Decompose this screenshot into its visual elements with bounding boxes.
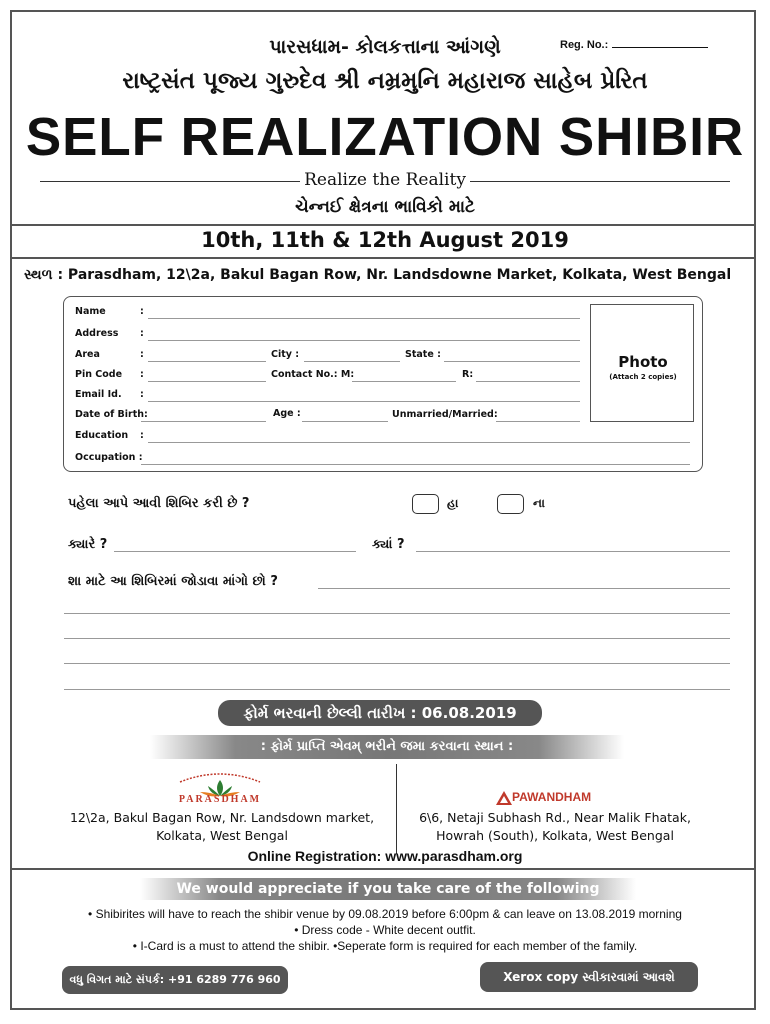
- pawandham-logo-text: PAWANDHAM: [512, 790, 592, 804]
- note-icard: • I-Card is a must to attend the shibir. •Seperate form is required for each member of the family.: [132, 939, 638, 953]
- area-field[interactable]: [148, 361, 266, 362]
- xerox-badge: Xerox copy સ્વીકારવામાં આવશે: [480, 962, 698, 992]
- online-registration-link[interactable]: Online Registration: www.parasdham.org: [247, 848, 523, 864]
- parasdham-address-line2: Kolkata, West Bengal: [156, 828, 288, 843]
- age-field[interactable]: [302, 421, 388, 422]
- state-field[interactable]: [444, 361, 580, 362]
- yes-checkbox[interactable]: [412, 494, 439, 514]
- gujarati-heading: પારસધામ- કોલકત્તાના આંગણે: [269, 36, 501, 58]
- when-field[interactable]: [114, 551, 356, 552]
- colon: :: [140, 369, 144, 380]
- parasdham-address: [66, 809, 378, 845]
- tagline: [0, 170, 770, 190]
- reg-no-label: Reg. No.:: [560, 39, 609, 51]
- contact-residence-field[interactable]: [476, 381, 580, 382]
- where-field[interactable]: [416, 551, 730, 552]
- answer-line[interactable]: [64, 613, 730, 614]
- pawandham-address-line2: Howrah (South), Kolkata, West Bengal: [436, 828, 674, 843]
- occupation-field[interactable]: [141, 464, 690, 465]
- venue: સ્થળ : Parasdham, 12\2a, Bakul Bagan Row, Nr. Landsdowne Market, Kolkata, West Bengal: [24, 267, 732, 283]
- answer-line[interactable]: [64, 663, 730, 664]
- name-label: Name: [75, 306, 106, 317]
- no-checkbox[interactable]: [497, 494, 524, 514]
- occupation-label: Occupation :: [75, 452, 143, 463]
- dob-label: Date of Birth:: [75, 409, 148, 420]
- page-title: SELF REALIZATION SHIBIR: [25, 107, 745, 167]
- previous-shibir-question: પહેલા આપે આવી શિબિર કરી છે ?: [68, 496, 250, 511]
- reg-no-field[interactable]: [560, 38, 708, 51]
- answer-line[interactable]: [64, 638, 730, 639]
- where-label: ક્યાં ?: [372, 537, 405, 552]
- reg-no-blank[interactable]: [612, 38, 708, 48]
- colon: :: [140, 306, 144, 317]
- contact-r-label: R:: [462, 369, 474, 380]
- dob-field[interactable]: [141, 421, 266, 422]
- when-label: ક્યારે ?: [68, 537, 108, 552]
- contact-mobile-field[interactable]: [352, 381, 456, 382]
- note-reach-venue: • Shibirites will have to reach the shibir venue by 09.08.2019 before 6:00pm & can leave on 13.08.2019 morning: [88, 907, 682, 921]
- colon: :: [140, 328, 144, 339]
- state-label: State :: [405, 349, 441, 360]
- divider: [10, 868, 756, 870]
- photo-box: [590, 304, 694, 422]
- name-field[interactable]: [148, 318, 580, 319]
- audience-line: ચેન્નઈ ક્ષેત્રના ભાવિકો માટે: [295, 197, 475, 217]
- parasdham-address-line1: 12\2a, Bakul Bagan Row, Nr. Landsdown market,: [69, 810, 375, 825]
- why-join-question: શા માટે આ શિબિરમાં જોડાવા માંગો છો ?: [68, 574, 278, 589]
- triangle-icon: [496, 791, 512, 805]
- event-dates: 10th, 11th & 12th August 2019: [201, 228, 569, 252]
- yes-label: હા: [447, 496, 459, 510]
- address-label: Address: [75, 328, 119, 339]
- colon: :: [140, 430, 144, 441]
- no-label: ના: [533, 496, 545, 510]
- address-field[interactable]: [148, 340, 580, 341]
- pawandham-address: [408, 809, 702, 845]
- contact-badge: વધુ વિગત માટે સંપર્ક: +91 6289 776 960: [62, 966, 288, 994]
- colon: :: [140, 389, 144, 400]
- note-dress-code: • Dress code - White decent outfit.: [294, 923, 476, 937]
- contact-label: Contact No.: M:: [271, 369, 355, 380]
- photo-note: (Attach 2 copies): [609, 373, 677, 381]
- education-field[interactable]: [148, 442, 690, 443]
- email-label: Email Id.: [75, 389, 122, 400]
- pin-code-label: Pin Code: [75, 369, 123, 380]
- submission-places-banner: : ફોર્મ પ્રાપ્તિ એવમ્ ભરીને જમા કરવાના સ્થાન :: [150, 735, 624, 759]
- pin-code-field[interactable]: [148, 381, 266, 382]
- vertical-divider: [396, 764, 397, 854]
- parasdham-logo-text: PARASDHAM: [178, 794, 262, 805]
- marital-field[interactable]: [496, 421, 580, 422]
- area-label: Area: [75, 349, 100, 360]
- education-label: Education: [75, 430, 129, 441]
- divider: [10, 257, 756, 259]
- city-label: City :: [271, 349, 300, 360]
- pawandham-logo: [496, 790, 616, 806]
- tagline-text: Realize the Reality: [300, 170, 470, 190]
- pawandham-address-line1: 6\6, Netaji Subhash Rd., Near Malik Fhatak,: [419, 810, 691, 825]
- gujarati-subheading: રાષ્ટ્રસંત પૂજ્ય ગુરુદેવ શ્રી નમ્રમુનિ મહારાજ સાહેબ પ્રેરિત: [122, 68, 648, 94]
- age-label: Age :: [273, 408, 301, 419]
- photo-title: Photo: [618, 353, 668, 371]
- answer-line[interactable]: [64, 689, 730, 690]
- deadline-banner: ફોર્મ ભરવાની છેલ્લી તારીખ : 06.08.2019: [218, 700, 542, 726]
- why-join-field[interactable]: [318, 588, 730, 589]
- email-field[interactable]: [148, 401, 580, 402]
- appreciate-banner: We would appreciate if you take care of the following: [140, 878, 636, 900]
- colon: :: [140, 349, 144, 360]
- divider: [10, 224, 756, 226]
- city-field[interactable]: [304, 361, 400, 362]
- marital-label: Unmarried/Married:: [392, 409, 498, 420]
